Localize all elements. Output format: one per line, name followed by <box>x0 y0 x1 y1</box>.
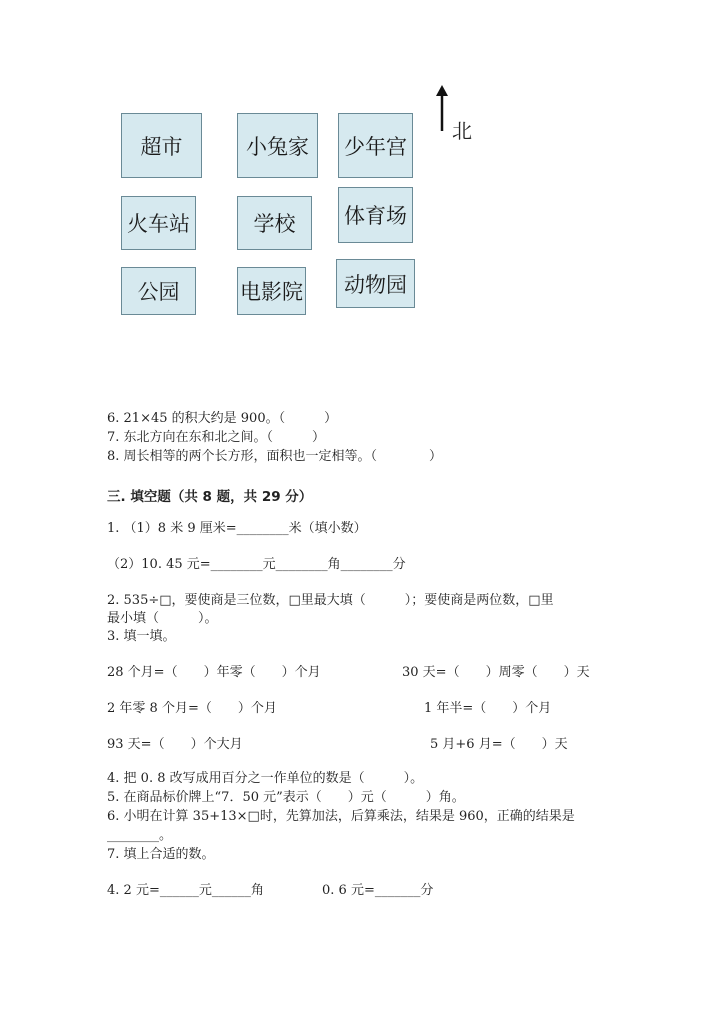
judgement-q8: 8. 周长相等的两个长方形，面积也一定相等。（ ） <box>107 449 443 464</box>
map-cell-cinema: 电影院 <box>237 267 306 315</box>
map-cell-youth-palace: 少年宫 <box>338 113 413 178</box>
fill-q3-months: 28 个月=（ ）年零（ ）个月 <box>107 665 321 680</box>
fill-q7-fen: 0. 6 元=_______分 <box>322 883 434 898</box>
fill-q3-days: 30 天=（ ）周零（ ）天 <box>402 665 590 680</box>
map-cell-rabbit-home: 小兔家 <box>237 113 318 178</box>
judgement-q7: 7. 东北方向在东和北之间。（ ） <box>107 430 326 445</box>
fill-q3-year-half: 1 年半=（ ）个月 <box>424 701 552 716</box>
judgement-q6: 6. 21×45 的积大约是 900。（ ） <box>107 411 338 426</box>
map-cell-park: 公园 <box>121 267 196 315</box>
fill-q6-line2: ________。 <box>107 828 173 843</box>
map-cell-zoo: 动物园 <box>336 259 415 308</box>
map-cell-school: 学校 <box>237 196 312 250</box>
fill-q5: 5. 在商品标价牌上“7．50 元”表示（ ）元（ ）角。 <box>107 790 465 805</box>
fill-q3-big-months: 93 天=（ ）个大月 <box>107 737 243 752</box>
fill-q1-part1: 1. （1）8 米 9 厘米=________米（填小数） <box>107 521 367 536</box>
fill-q4: 4. 把 0. 8 改写成用百分之一作单位的数是（ ）。 <box>107 771 424 786</box>
fill-q7-yuan: 4. 2 元=______元______角 <box>107 883 264 898</box>
fill-q7: 7. 填上合适的数。 <box>107 847 215 862</box>
section3-heading: 三. 填空题（共 8 题，共 29 分） <box>107 489 313 505</box>
map-cell-supermarket: 超市 <box>121 113 202 178</box>
fill-q2-line1: 2. 535÷□，要使商是三位数，□里最大填（ ）；要使商是两位数，□里 <box>107 593 554 608</box>
fill-q3-years: 2 年零 8 个月=（ ）个月 <box>107 701 277 716</box>
map-cell-train-station: 火车站 <box>121 196 196 250</box>
fill-q3: 3. 填一填。 <box>107 629 176 644</box>
fill-q3-may-june: 5 月+6 月=（ ）天 <box>430 737 568 752</box>
map-cell-stadium: 体育场 <box>338 187 413 243</box>
fill-q6-line1: 6. 小明在计算 35+13×□时，先算加法，后算乘法，结果是 960，正确的结果是 <box>107 809 575 824</box>
north-arrow-icon <box>432 84 452 134</box>
fill-q1-part2: （2）10. 45 元=________元________角________分 <box>107 557 406 572</box>
north-label: 北 <box>452 119 472 143</box>
fill-q2-line2: 最小填（ ）。 <box>107 611 218 626</box>
